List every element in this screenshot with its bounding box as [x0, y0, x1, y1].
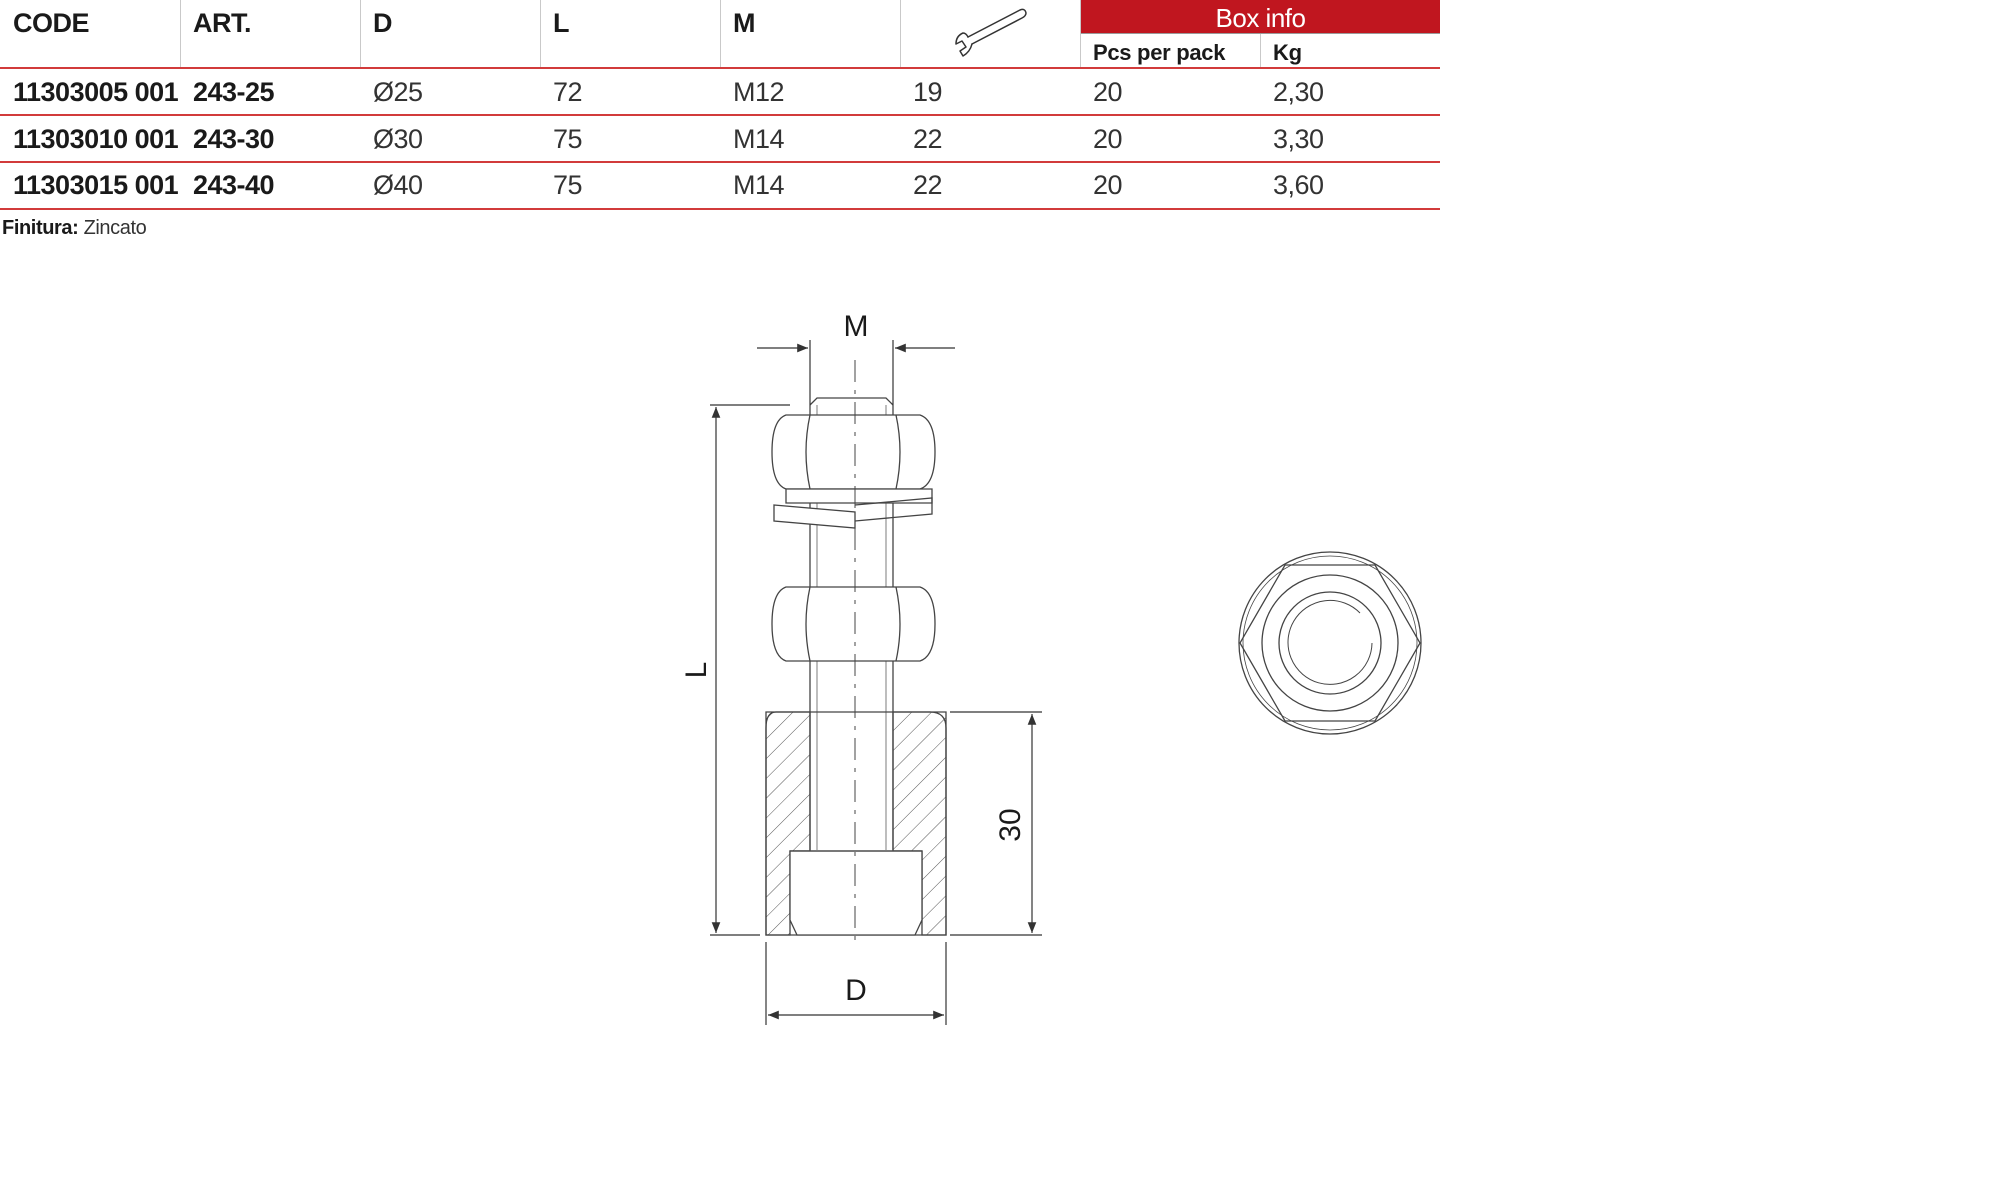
finish-label: Finitura: [2, 217, 79, 239]
cell-pcs: 20 [1093, 124, 1123, 154]
header-pcs-per-pack: Pcs per pack [1093, 40, 1226, 65]
header-m: M [733, 8, 755, 38]
cell-d: Ø30 [373, 124, 423, 154]
lower-hex-nut [772, 587, 935, 661]
cell-l: 72 [553, 77, 583, 107]
cell-kg: 3,30 [1273, 124, 1324, 154]
cell-wrench: 19 [913, 77, 943, 107]
box-info-header: Box info [1081, 0, 1440, 34]
cell-code: 11303015 001 [13, 170, 179, 200]
cell-pcs: 20 [1093, 170, 1123, 200]
header-code: CODE [13, 8, 90, 38]
cell-code: 11303005 001 [13, 77, 179, 107]
cell-m: M14 [733, 124, 785, 154]
header-art: ART. [193, 8, 251, 38]
cell-m: M12 [733, 77, 785, 107]
finish-value: Zincato [83, 217, 147, 239]
header-l: L [553, 8, 569, 38]
cell-art: 243-30 [193, 124, 275, 154]
dim-label-m: M [843, 310, 869, 343]
cell-wrench: 22 [913, 170, 943, 200]
dim-label-l: L [680, 661, 713, 679]
cell-wrench: 22 [913, 124, 943, 154]
cell-d: Ø40 [373, 170, 423, 200]
cell-code: 11303010 001 [13, 124, 179, 154]
cell-l: 75 [553, 170, 583, 200]
cell-d: Ø25 [373, 77, 423, 107]
cell-art: 243-25 [193, 77, 275, 107]
top-view [1239, 552, 1421, 734]
header-d: D [373, 8, 392, 38]
cell-art: 243-40 [193, 170, 275, 200]
cell-pcs: 20 [1093, 77, 1123, 107]
cell-l: 75 [553, 124, 583, 154]
dim-label-d: D [845, 974, 867, 1007]
cell-kg: 2,30 [1273, 77, 1324, 107]
cell-m: M14 [733, 170, 785, 200]
top-hex-nut [772, 415, 935, 489]
base-section [766, 712, 946, 935]
side-view [766, 360, 946, 940]
cell-kg: 3,60 [1273, 170, 1324, 200]
spring-washer [774, 489, 932, 528]
dim-label-30: 30 [994, 808, 1027, 842]
header-kg: Kg [1273, 40, 1302, 65]
